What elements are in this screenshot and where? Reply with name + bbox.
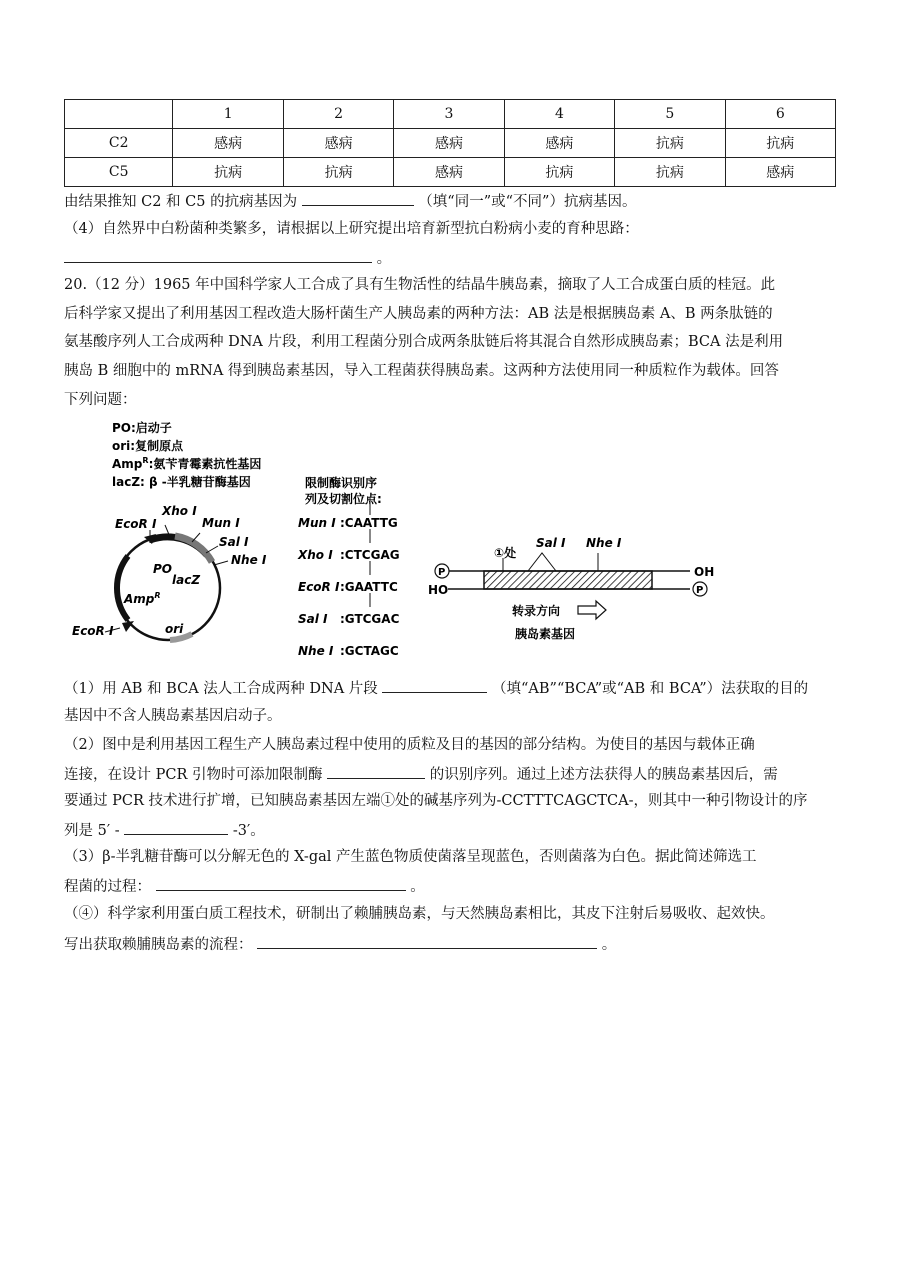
table-cell: 抗病 <box>615 158 725 187</box>
enzyme-list <box>297 475 400 658</box>
q19-text-b: （填“同一”或“不同”）抗病基因。 <box>418 194 637 210</box>
nhe-label: Nhe Ⅰ <box>586 536 622 550</box>
table-cell: 抗病 <box>173 158 283 187</box>
q20-intro-5: 下列问题： <box>64 392 137 408</box>
row-label-cell: C5 <box>65 158 173 187</box>
enzyme-sequence: :CAATTG <box>340 516 398 530</box>
table-cell: 抗病 <box>283 158 393 187</box>
svg-text:AmpR:氨苄青霉素抗性基因 <box>112 456 261 471</box>
label-sali: Sal Ⅰ <box>219 535 249 549</box>
q20-p4-text-a: 写出获取赖脯胰岛素的流程： <box>64 937 253 953</box>
q19-text-a: 由结果推知 C2 和 C5 的抗病基因为 <box>64 194 298 210</box>
answer-blank[interactable] <box>64 247 372 263</box>
q20-p2-text-b: 的识别序列。通过上述方法获得人的胰岛素基因后，需 <box>429 767 778 783</box>
table-cell: 感病 <box>283 129 393 158</box>
q19-part4: （4）自然界中白粉菌种类繁多，请根据以上研究提出培育新型抗白粉病小麦的育种思路： <box>64 221 639 237</box>
plasmid-labels <box>72 504 267 638</box>
legend-amp: Amp <box>112 457 143 471</box>
label-ori: ori <box>165 622 184 636</box>
table-cell: 感病 <box>173 129 283 158</box>
enzyme-title-1: 限制酶识别序 <box>305 476 378 490</box>
phosphate-right: P <box>696 585 704 596</box>
ho-label: HO <box>428 583 449 597</box>
table-cell: 抗病 <box>725 129 835 158</box>
table-cell: 抗病 <box>504 158 614 187</box>
enzyme-sequence: :CTCGAG <box>340 548 400 562</box>
label-lacz: lacZ <box>172 573 201 587</box>
table-cell: 感病 <box>394 129 504 158</box>
q20-part3-line2 <box>64 875 844 897</box>
header-cell <box>65 100 173 129</box>
label-po: PO <box>153 562 172 576</box>
enzyme-name: EcoR Ⅰ <box>298 580 340 594</box>
answer-blank[interactable] <box>327 763 425 779</box>
legend-lacz: lacZ: β -半乳糖苷酶基因 <box>112 475 251 489</box>
label-muni: Mun Ⅰ <box>202 516 240 530</box>
plasmid-figure <box>0 410 900 670</box>
table-cell: 感病 <box>394 158 504 187</box>
table-header-row <box>65 100 836 129</box>
label-ecori-top: EcoR Ⅰ <box>115 517 157 531</box>
q20-p2-text-d: -3′。 <box>232 823 265 839</box>
answer-blank[interactable] <box>302 190 414 206</box>
label-nhei: Nhe Ⅰ <box>231 553 267 567</box>
q20-part1 <box>64 677 844 699</box>
header-cell: 2 <box>283 100 393 129</box>
q20-p4-text-b: 。 <box>601 937 617 953</box>
oh-label: OH <box>694 565 715 579</box>
answer-blank[interactable] <box>382 677 487 693</box>
enzyme-sequence: :GAATTC <box>340 580 398 594</box>
header-cell: 4 <box>504 100 614 129</box>
q20-p1-text-a: （1）用 AB 和 BCA 法人工合成两种 DNA 片段 <box>64 681 378 697</box>
q20-intro-4: 胰岛 B 细胞中的 mRNA 得到胰岛素基因，导入工程菌获得胰岛素。这两种方法使用同一种质粒作为载体。回答 <box>64 363 779 379</box>
answer-blank[interactable] <box>257 933 597 949</box>
q19-conclusion-line <box>64 190 844 212</box>
enzyme-name: Xho Ⅰ <box>298 548 333 562</box>
q20-part2: （2）图中是利用基因工程生产人胰岛素过程中使用的质粒及目的基因的部分结构。为使目的基因与载体正确 <box>64 737 755 753</box>
header-cell: 3 <box>394 100 504 129</box>
q20-intro-1: 20.（12 分）1965 年中国科学家人工合成了具有生物活性的结晶牛胰岛素，摘取了人工合成蛋白质的桂冠。此 <box>64 277 776 293</box>
q20-p2-text-a: 连接，在设计 PCR 引物时可添加限制酶 <box>64 767 323 783</box>
figure-legend <box>112 420 261 489</box>
header-cell: 5 <box>615 100 725 129</box>
header-cell: 1 <box>173 100 283 129</box>
insulin-gene <box>435 553 707 619</box>
answer-blank[interactable] <box>156 875 406 891</box>
q20-part3: （3）β-半乳糖苷酶可以分解无色的 X-gal 产生蓝色物质使菌落呈现蓝色，否则菌落为白色。据此简述筛选工 <box>64 849 757 865</box>
table-row <box>65 158 836 187</box>
q20-p2-text-c: 列是 5′ - <box>64 823 120 839</box>
label-xhoi: Xho Ⅰ <box>162 504 197 518</box>
table-cell: 抗病 <box>615 129 725 158</box>
primer-blank[interactable] <box>124 819 228 835</box>
label-amp-sup: R <box>154 591 161 600</box>
enzyme-name: Sal Ⅰ <box>298 612 328 626</box>
enzyme-name: Mun Ⅰ <box>298 516 336 530</box>
q20-p3-text-a: 程菌的过程： <box>64 879 151 895</box>
table-row <box>65 129 836 158</box>
legend-amp-desc: :氨苄青霉素抗性基因 <box>148 457 262 471</box>
q20-part4-line2 <box>64 933 844 955</box>
q20-p1-text-b: （填“AB”“BCA”或“AB 和 BCA”）法获取的目的 <box>492 681 809 697</box>
svg-text:AmpR <box>123 591 161 606</box>
sal-label: Sal Ⅰ <box>536 536 566 550</box>
period: 。 <box>376 251 392 267</box>
row-label-cell: C2 <box>65 129 173 158</box>
q20-intro-3: 氨基酸序列人工合成两种 DNA 片段，利用工程菌分别合成两条肽链后将其混合自然形成胰岛素；BCA 法是利用 <box>64 334 784 350</box>
label-ecori-bottom: EcoR Ⅰ <box>72 624 114 638</box>
results-table <box>64 99 836 187</box>
q19-answer-line <box>64 247 844 269</box>
label-amp: Amp <box>124 592 155 606</box>
table-cell: 感病 <box>504 129 614 158</box>
site-1-label: ①处 <box>494 546 517 560</box>
q20-part2-line2 <box>64 763 844 785</box>
legend-po: PO:启动子 <box>112 421 172 435</box>
q20-part4: （④）科学家利用蛋白质工程技术，研制出了赖脯胰岛素，与天然胰岛素相比，其皮下注射后易吸收、起效快。 <box>64 906 775 922</box>
q20-part1-cont: 基因中不含人胰岛素基因启动子。 <box>64 708 282 724</box>
table-cell: 感病 <box>725 158 835 187</box>
legend-amp-sup: R <box>142 456 149 465</box>
enzyme-name: Nhe Ⅰ <box>298 644 334 658</box>
direction-label: 转录方向 <box>512 604 561 618</box>
enzyme-sequence: :GTCGAC <box>340 612 400 626</box>
enzyme-title-2: 列及切割位点: <box>305 492 382 506</box>
q20-part2-line4 <box>64 819 844 841</box>
header-cell: 6 <box>725 100 835 129</box>
phosphate-left: P <box>438 567 446 578</box>
enzyme-sequence: :GCTAGC <box>340 644 399 658</box>
q20-p3-text-b: 。 <box>410 879 425 895</box>
gene-title: 胰岛素基因 <box>515 627 576 641</box>
legend-ori: ori:复制原点 <box>112 439 184 453</box>
q20-part2-line3: 要通过 PCR 技术进行扩增，已知胰岛素基因左端①处的碱基序列为-CCTTTCAGCTCA-，则其中一种引物设计的序 <box>64 793 808 809</box>
q20-intro-2: 后科学家又提出了利用基因工程改造大肠杆菌生产人胰岛素的两种方法：AB 法是根据胰岛素 A、B 两条肽链的 <box>64 306 773 322</box>
